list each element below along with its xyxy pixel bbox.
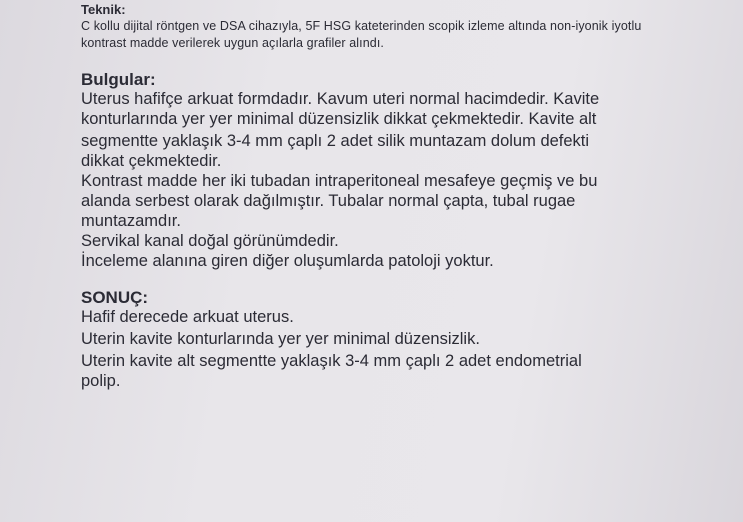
sonuc-heading: SONUÇ: <box>81 288 149 307</box>
bulgular-text-line: segmentte yaklaşık 3-4 mm çaplı 2 adet silik muntazam dolum defekti <box>81 132 590 150</box>
bulgular-text-line: konturlarında yer yer minimal düzensizlik dikkat çekmektedir. Kavite alt <box>81 110 597 128</box>
sonuc-text-line: polip. <box>81 372 121 390</box>
bulgular-heading: Bulgular: <box>81 70 156 89</box>
sonuc-text-line: Uterin kavite alt segmentte yaklaşık 3-4 mm çaplı 2 adet endometrial <box>81 352 582 370</box>
teknik-heading: Teknik: <box>81 2 126 17</box>
sonuc-text-line: Uterin kavite konturlarında yer yer minimal düzensizlik. <box>81 330 480 348</box>
sonuc-text-line: Hafif derecede arkuat uterus. <box>81 308 294 326</box>
bulgular-text-line: Uterus hafifçe arkuat formdadır. Kavum uteri normal hacimdedir. Kavite <box>81 90 600 108</box>
bulgular-text-line: Kontrast madde her iki tubadan intraperitoneal mesafeye geçmiş ve bu <box>81 172 598 190</box>
teknik-text-line: C kollu dijital röntgen ve DSA cihazıyla, 5F HSG kateterinden scopik izleme altında non-iyonik iyotlu <box>81 19 642 33</box>
bulgular-text-line: muntazamdır. <box>81 212 181 230</box>
bulgular-text-line: Servikal kanal doğal görünümdedir. <box>81 232 339 250</box>
bulgular-text-line: İnceleme alanına giren diğer oluşumlarda patoloji yoktur. <box>81 252 494 270</box>
bulgular-text-line: dikkat çekmektedir. <box>81 152 222 170</box>
bulgular-text-line: alanda serbest olarak dağılmıştır. Tubalar normal çapta, tubal rugae <box>81 192 576 210</box>
teknik-text-line: kontrast madde verilerek uygun açılarla grafiler alındı. <box>81 36 384 50</box>
